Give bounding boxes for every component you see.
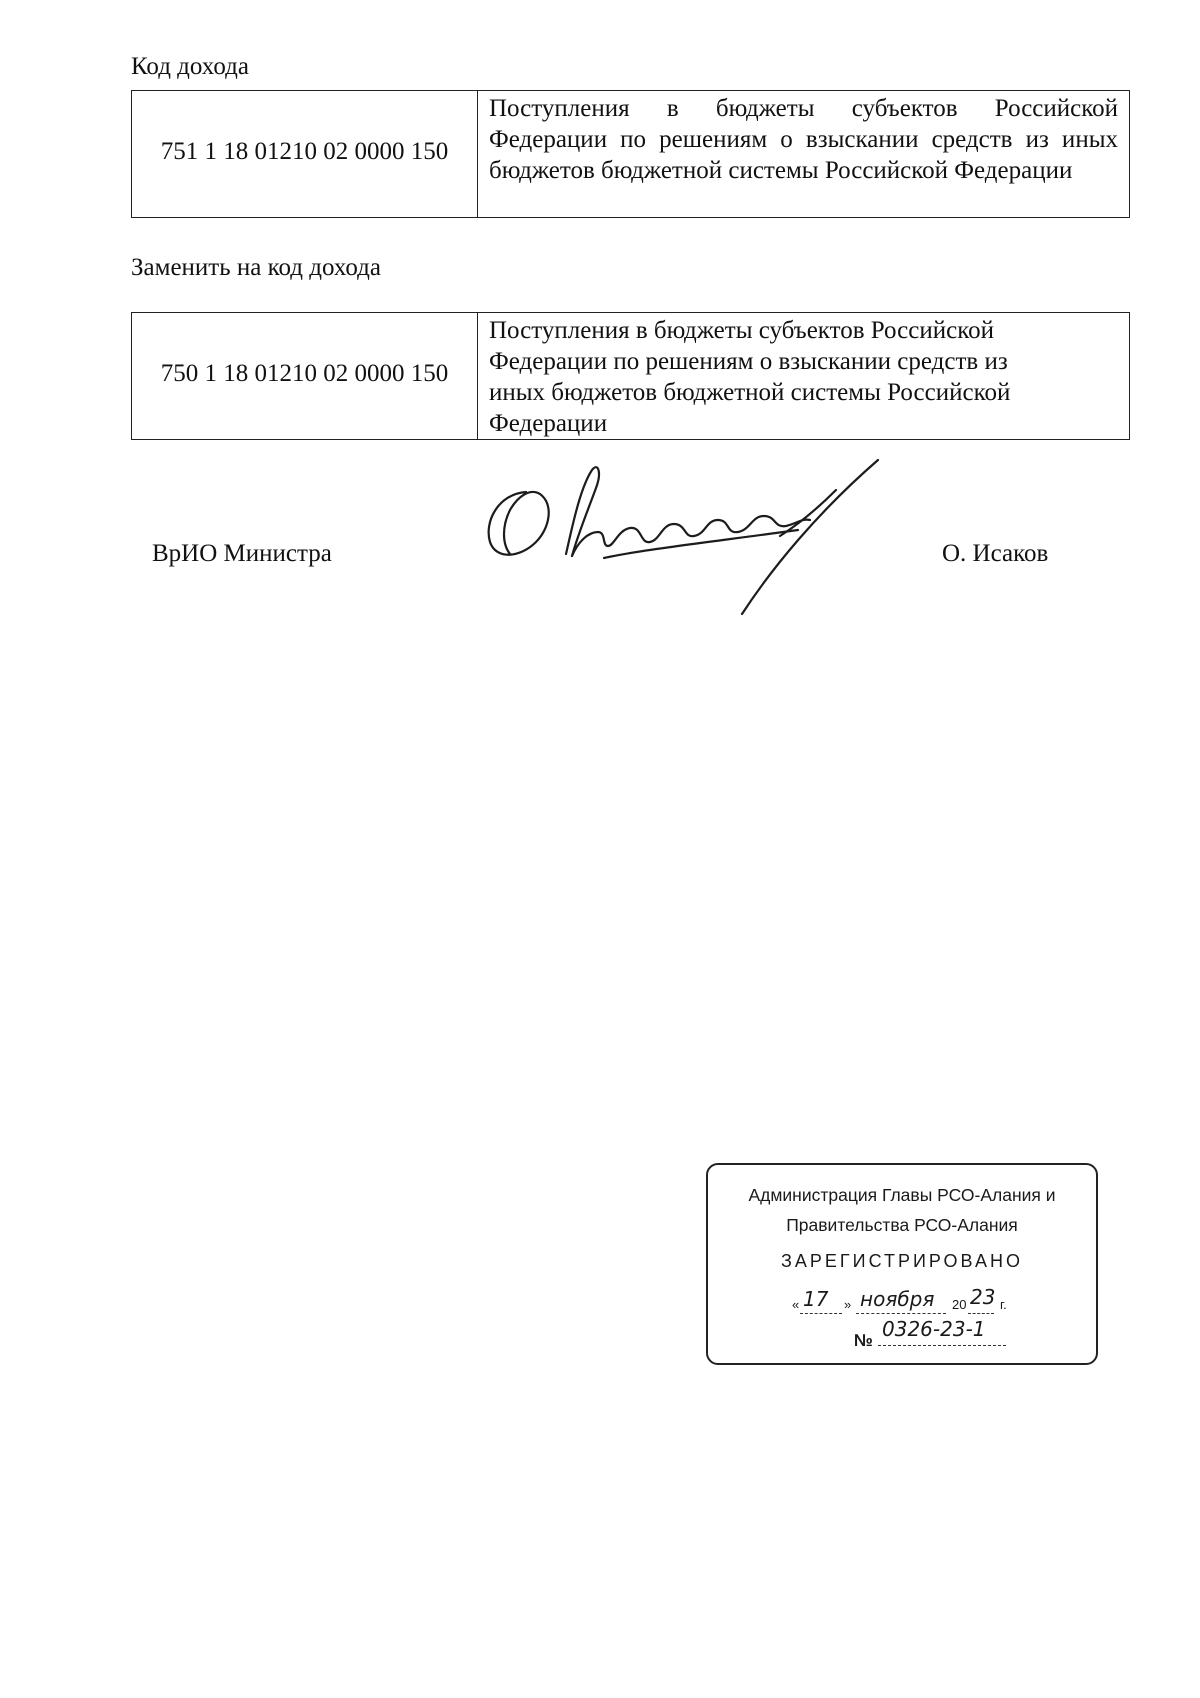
old-code-description: Поступления в бюджеты субъектов Российской Федерации по решениям о взыскании средств из иных бюджетов бюджетной системы Российской Федерации (489, 95, 1118, 184)
stamp-month: ноября (860, 1287, 935, 1311)
stamp-number: 0326-23-1 (882, 1317, 986, 1341)
old-code-table (131, 90, 1130, 218)
stamp-organization-line2: Правительства РСО-Алания (786, 1215, 1018, 1235)
signatory-position: ВрИО Министра (152, 540, 332, 567)
old-code-heading: Код дохода (131, 53, 249, 80)
stamp-year-prefix: 20 (952, 1297, 967, 1312)
stamp-number-label: № (854, 1331, 873, 1350)
old-code-value: 751 1 18 01210 02 0000 150 (132, 91, 478, 217)
registration-stamp: Администрация Главы РСО-Алания и Правительства РСО-Алания ЗАРЕГИСТРИРОВАНО « 17 » ноября 20 23 г. № 0326-23-1 (706, 1163, 1098, 1365)
signatory-name: О. Исаков (942, 540, 1049, 567)
new-code-table (131, 312, 1130, 440)
stamp-year-unit: г. (1000, 1297, 1007, 1312)
new-code-description: Поступления в бюджеты субъектов Российской Федерации по решениям о взыскании средств из иных бюджетов бюджетной системы Российской Федерации (489, 317, 1011, 437)
stamp-organization-line1: Администрация Главы РСО-Алания и (748, 1185, 1056, 1205)
new-code-value: 750 1 18 01210 02 0000 150 (132, 313, 478, 439)
stamp-year-suffix: 23 (970, 1285, 996, 1309)
handwritten-signature (480, 458, 950, 618)
stamp-status: ЗАРЕГИСТРИРОВАНО (781, 1251, 1023, 1271)
new-code-heading: Заменить на код дохода (131, 254, 381, 281)
stamp-day: 17 (803, 1287, 829, 1311)
